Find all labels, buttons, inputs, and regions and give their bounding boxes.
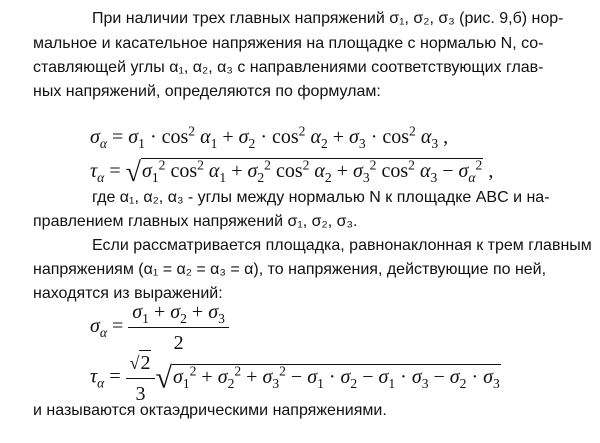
paragraph-1-line-4: ных напряжений, определяются по формулам: [33, 83, 381, 100]
paragraph-2-line-2: правлением главных напряжений σ₁, σ₂, σ₃. [33, 213, 358, 230]
paragraph-4-line-1: и называются октаэдрическими напряжениями. [33, 402, 387, 419]
paragraph-1-line-2: мальное и касательное напряжения на площадке с нормалью N, со- [33, 35, 544, 52]
formula-normal-stress: $\sigma_\alpha = \sigma_1 \cdot \cos^2 \alpha_1 + \sigma_2 \cdot \cos^2 \alpha_2 + \sigma_3 \cdot \cos^2 \alpha_3$ , [90, 123, 449, 151]
paragraph-3-line-2: напряжениям (α₁ = α₂ = α₃ = α), то напряжения, действующие по ней, [33, 261, 547, 278]
fraction-normal: $\frac{\sigma_1 + \sigma_2 + \sigma_3}{2}$ [128, 300, 229, 355]
paragraph-3-line-1: Если рассматривается площадка, равнонаклонная к трем главным [92, 237, 592, 254]
paragraph-1-line-3: ставляющей углы α₁, α₂, α₃ с направлениями соответствующих глав- [33, 59, 544, 76]
paragraph-2-line-1: где α₁, α₂, α₃ - углы между нормалью N к площадке ABC и на- [92, 189, 550, 206]
formula-octahedral-shear: $\tau_\alpha$ = $\frac{√2}{3}$ $√\sigma_1^2 + \sigma_2^2 + \sigma_3^2 - \sigma_1 \cdot \sigma_2 - \sigma_1 \cdot \sigma_3 - \sigma_2 \cdot \sigma_3$ [90, 352, 500, 405]
paragraph-3-line-3: находятся из выражений: [33, 285, 223, 302]
fraction-coefficient: $\frac{√2}{3}$ [126, 350, 156, 406]
formula-shear-stress: $\tau_\alpha = √\sigma_1^2$ $\cos^2 \alpha_1 + \sigma_2^2$ $\cos^2 \alpha_2 + \sigma_3^2$ $\cos^2 \alpha_3 - \sigma_\alpha^2$ , [90, 157, 494, 188]
formula-octahedral-normal: $\sigma_\alpha$ = $\frac{\sigma_1 + \sigma_2 + \sigma_3}{2}$ [90, 300, 229, 355]
paragraph-1-line-1: При наличии трех главных напряжений σ₁, σ₂, σ₃ (рис. 9,б) нор- [92, 10, 564, 27]
